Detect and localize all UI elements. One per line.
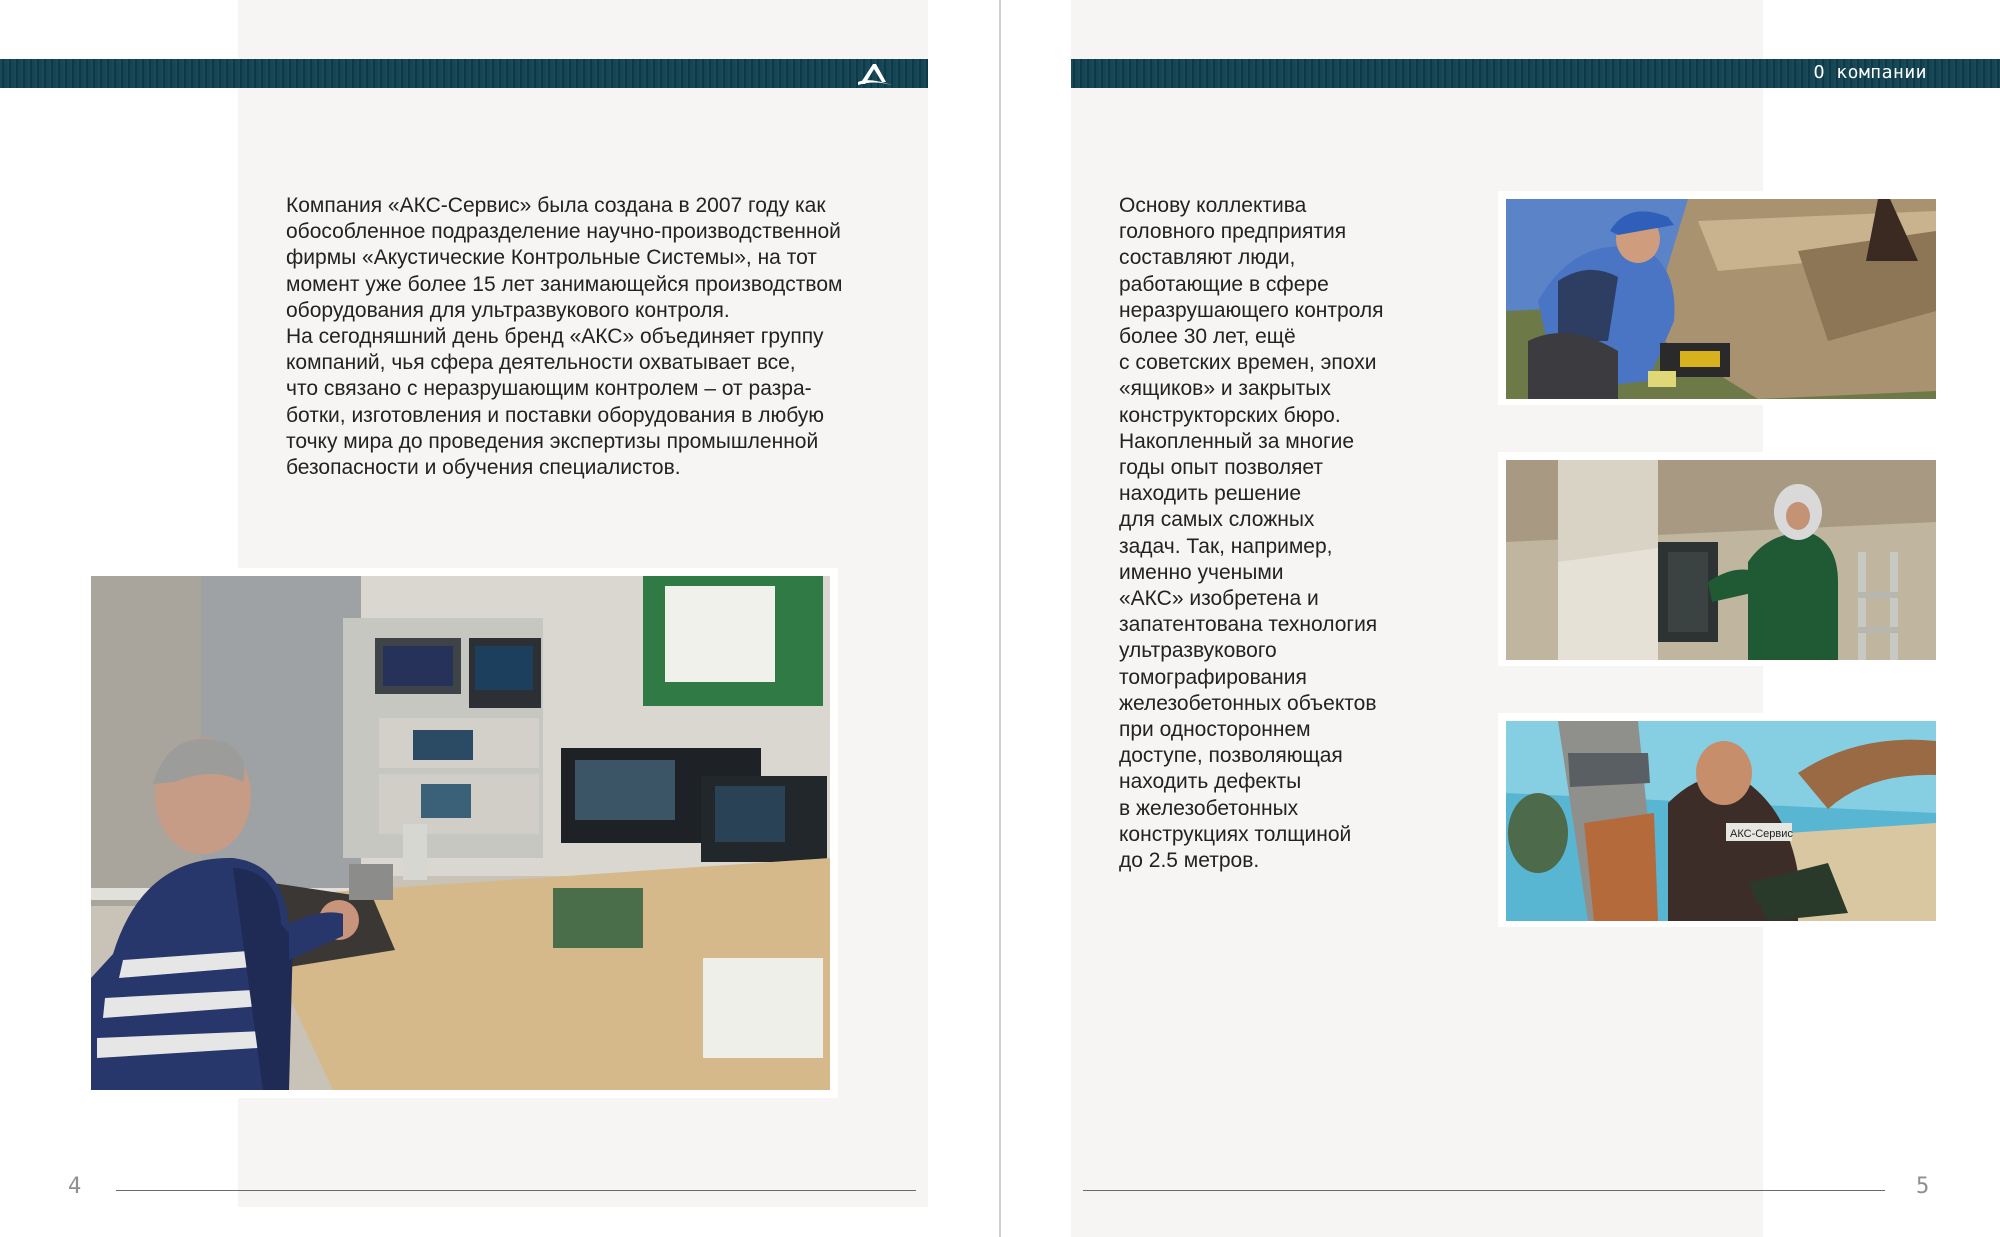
text-line: железобетонных объектов bbox=[1119, 691, 1377, 715]
text-line: в железобетонных bbox=[1119, 796, 1299, 820]
page-number-left: 4 bbox=[68, 1174, 82, 1199]
footer-rule-left bbox=[116, 1190, 916, 1191]
text-line: точку мира до проведения экспертизы промышленной bbox=[286, 429, 819, 453]
page-spine bbox=[999, 0, 1001, 1237]
text-line: На сегодняшний день бренд «АКС» объединяет группу bbox=[286, 325, 824, 349]
text-line: годы опыт позволяет bbox=[1119, 456, 1324, 480]
aks-badge-text: АКС-Сервис bbox=[1730, 828, 1793, 840]
text-line: обособленное подразделение научно-производственной bbox=[286, 220, 841, 244]
text-line: Основу коллектива bbox=[1119, 194, 1307, 217]
text-line: конструкциях толщиной bbox=[1119, 822, 1352, 846]
text-line: фирмы «Акустические Контрольные Системы», на тот bbox=[286, 246, 817, 270]
text-line: оборудования для ультразвукового контроля. bbox=[286, 298, 730, 322]
concrete-tomography-photo bbox=[1498, 452, 1942, 666]
pipe-inspection-photo bbox=[1498, 191, 1942, 405]
text-line: «АКС» изобретена и bbox=[1119, 587, 1319, 611]
text-line: «ящиков» и закрытых bbox=[1119, 377, 1331, 401]
text-line: ботки, изготовления и поставки оборудования в любую bbox=[286, 403, 825, 427]
text-line: при одностороннем bbox=[1119, 718, 1311, 742]
text-line: что связано с неразрушающим контролем – от разра- bbox=[286, 377, 812, 401]
weld-inspection-photo bbox=[1498, 713, 1942, 927]
page-number-right: 5 bbox=[1916, 1174, 1930, 1199]
text-line: находить решение bbox=[1119, 482, 1302, 506]
text-line: компаний, чья сфера деятельности охватывает все, bbox=[286, 351, 796, 375]
text-line: момент уже более 15 лет занимающейся производством bbox=[286, 272, 843, 296]
text-line: для самых сложных bbox=[1119, 508, 1315, 532]
right-body-text bbox=[1119, 193, 1439, 874]
text-line: с советских времен, эпохи bbox=[1119, 351, 1377, 375]
text-line: более 30 лет, ещё bbox=[1119, 325, 1296, 349]
text-line: именно учеными bbox=[1119, 560, 1284, 584]
text-line: головного предприятия bbox=[1119, 220, 1347, 244]
text-line: томографирования bbox=[1119, 665, 1307, 689]
text-line: неразрушающего контроля bbox=[1119, 298, 1384, 322]
text-line: составляют люди, bbox=[1119, 246, 1296, 270]
text-line: конструкторских бюро. bbox=[1119, 403, 1341, 427]
text-line: ультразвукового bbox=[1119, 639, 1277, 663]
text-line: находить дефекты bbox=[1119, 770, 1302, 794]
left-body-text bbox=[286, 193, 886, 481]
text-line: работающие в сфере bbox=[1119, 272, 1329, 296]
text-line: запатентована технология bbox=[1119, 613, 1378, 637]
laboratory-photo bbox=[83, 568, 838, 1098]
text-line: Компания «АКС-Сервис» была создана в 2007 году как bbox=[286, 194, 826, 217]
text-line: безопасности и обучения специалистов. bbox=[286, 456, 681, 480]
footer-rule-right bbox=[1083, 1190, 1885, 1191]
header-band-left bbox=[0, 59, 928, 88]
text-line: до 2.5 метров. bbox=[1119, 849, 1260, 873]
text-line: задач. Так, например, bbox=[1119, 534, 1333, 558]
text-line: Накопленный за многие bbox=[1119, 429, 1355, 453]
text-line: доступе, позволяющая bbox=[1119, 744, 1343, 768]
section-title: О компании bbox=[1813, 62, 1927, 83]
aks-logo-icon bbox=[856, 60, 894, 88]
